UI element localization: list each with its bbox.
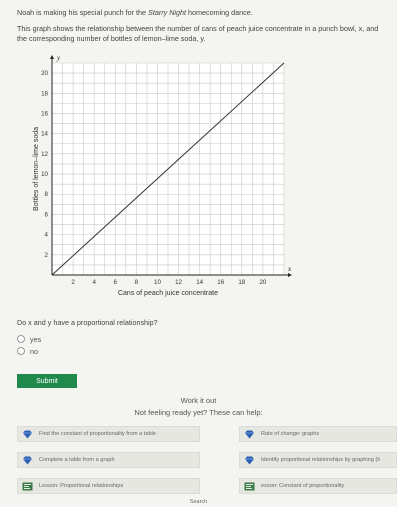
dance-name: Starry Night: [148, 8, 186, 17]
help-item-lesson-proportional[interactable]: Lesson: Proportional relationships: [17, 478, 200, 494]
y-tick-label: 6: [44, 211, 48, 219]
x-axis-arrow: [288, 273, 292, 277]
y-tick-label: 8: [44, 191, 48, 199]
y-axis-title: Bottles of lemon–lime soda: [33, 126, 40, 212]
x-tick-label: 18: [238, 279, 246, 286]
x-tick-label: 4: [92, 279, 96, 286]
proportion-graph: [30, 55, 300, 307]
y-tick-label: 18: [41, 90, 48, 98]
y-tick-label: 20: [41, 70, 48, 78]
choice-yes[interactable]: [17, 334, 41, 344]
prompt-line-2: This graph shows the relationship between the number of cans of peach juice concentrate in a punch bowl, x, and the corresponding number of bottles of lemon–lime soda, y.: [17, 24, 379, 43]
search-link[interactable]: Search: [189, 499, 208, 505]
x-tick-label: 2: [71, 279, 75, 286]
help-item-lesson-constant[interactable]: esson: Constant of proportionality: [239, 478, 397, 494]
y-tick-label: 4: [44, 231, 48, 239]
x-tick-label: 16: [217, 279, 225, 286]
radio-no[interactable]: [17, 347, 25, 355]
lesson-icon: [22, 482, 33, 491]
x-tick-label: 14: [196, 279, 204, 286]
lesson-icon: [244, 482, 255, 491]
y-tick-label: 12: [41, 150, 48, 158]
choice-no-label: no: [30, 346, 38, 356]
choice-yes-label: yes: [30, 334, 42, 344]
y-tick-label: 2: [44, 251, 48, 259]
gem-icon: [244, 456, 255, 465]
help-item-identify-proportional[interactable]: Identify proportional relationships by graphing (li: [239, 452, 397, 468]
gem-icon: [22, 430, 33, 439]
choice-no[interactable]: [17, 346, 38, 356]
radio-yes[interactable]: [17, 335, 25, 343]
question-prompt: [17, 8, 387, 44]
help-item-find-constant[interactable]: Find the constant of proportionality from a table: [17, 426, 200, 442]
work-it-out-title: Work it out: [180, 396, 217, 405]
x-tick-label: 6: [113, 279, 117, 286]
prompt-line-1: Noah is making his special punch for the Starry Night homecoming dance.: [17, 8, 253, 17]
y-tick-label: 14: [41, 130, 48, 138]
gem-icon: [244, 430, 255, 439]
y-variable-label: y: [57, 55, 61, 62]
y-tick-label: 10: [41, 171, 48, 179]
x-tick-label: 20: [259, 279, 267, 286]
x-tick-label: 8: [134, 279, 139, 286]
x-axis-title: Cans of peach juice concentrate: [117, 290, 219, 297]
x-variable-label: x: [288, 265, 292, 273]
help-item-complete-table[interactable]: Complete a table from a graph: [17, 452, 200, 468]
x-tick-label: 10: [154, 279, 161, 286]
gem-icon: [22, 456, 33, 465]
submit-button[interactable]: Submit: [17, 374, 77, 388]
question-text: Do x and y have a proportional relationship?: [17, 318, 158, 327]
help-item-rate-of-change[interactable]: Rate of change: graphs: [239, 426, 397, 442]
x-tick-label: 12: [175, 279, 182, 286]
y-tick-label: 16: [41, 110, 48, 118]
y-axis-arrow: [50, 55, 54, 59]
work-it-out-subtitle: Not feeling ready yet? These can help:: [134, 408, 263, 417]
